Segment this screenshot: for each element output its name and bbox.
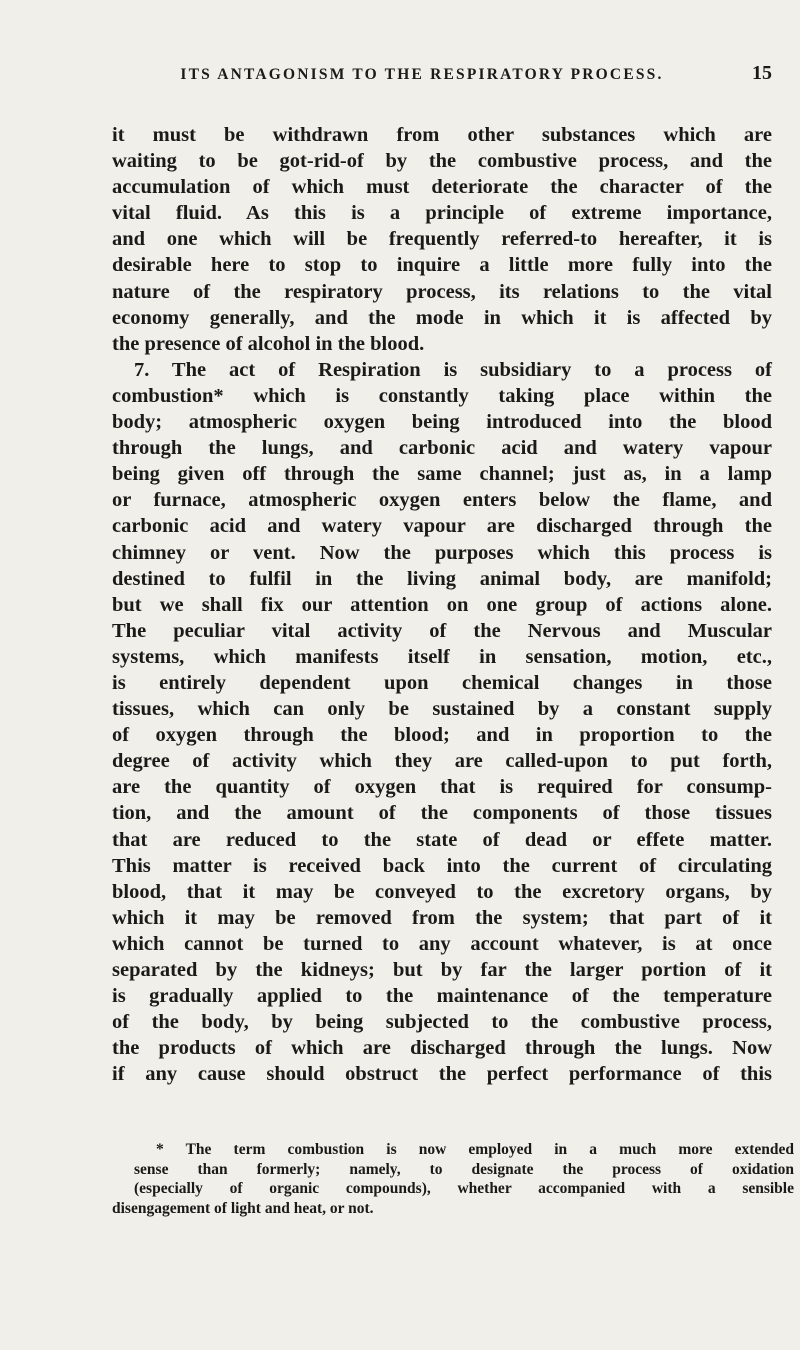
text-line: tion, and the amount of the components of those tissues [112, 802, 772, 825]
text-line: carbonic acid and watery vapour are discharged through the [112, 515, 772, 538]
text-line: separated by the kidneys; but by far the larger portion of it [112, 959, 772, 981]
text-line: degree of activity which they are called-upon to put forth, [112, 750, 772, 773]
running-head: ITS ANTAGONISM TO THE RESPIRATORY PROCESS. [180, 66, 664, 83]
text-line: of the body, by being subjected to the combustive process, [112, 1011, 772, 1034]
text-line: of oxygen through the blood; and in proportion to the [112, 724, 772, 747]
text-line: if any cause should obstruct the perfect performance of this [112, 1063, 772, 1086]
text-line: is gradually applied to the maintenance of the temperature [112, 985, 772, 1008]
text-line: which it may be removed from the system; that part of it [112, 906, 772, 929]
page-number: 15 [752, 62, 772, 84]
text-line: but we shall fix our attention on one group of actions alone. [112, 593, 772, 616]
text-line: tissues, which can only be sustained by a constant supply [112, 698, 772, 721]
footnote [112, 1140, 794, 1218]
text-line: which cannot be turned to any account whatever, is at once [112, 932, 772, 955]
text-line: and one which will be frequently referred-to hereafter, it is [112, 228, 772, 251]
text-line: systems, which manifests itself in sensation, motion, etc., [112, 645, 772, 668]
text-line: blood, that it may be conveyed to the excretory organs, by [112, 880, 772, 903]
text-line: the presence of alcohol in the blood. [112, 332, 425, 355]
text-line: body; atmospheric oxygen being introduced into the blood [112, 411, 772, 434]
text-line: nature of the respiratory process, its relations to the vital [112, 280, 772, 303]
footnote-line: (especially of organic compounds), whether accompanied with a sensible [134, 1180, 794, 1197]
page-header [112, 58, 772, 88]
text-line: the products of which are discharged through the lungs. Now [112, 1037, 772, 1060]
text-line: is entirely dependent upon chemical changes in those [112, 671, 772, 694]
paragraph-1 [112, 122, 772, 357]
text-line: combustion* which is constantly taking place within the [112, 384, 772, 407]
text-line: that are reduced to the state of dead or effete matter. [112, 828, 772, 851]
text-line: desirable here to stop to inquire a little more fully into the [112, 254, 772, 277]
text-line: 7. The act of Respiration is subsidiary to a process of [134, 358, 772, 381]
text-line: vital fluid. As this is a principle of extreme importance, [112, 202, 772, 225]
text-line: are the quantity of oxygen that is required for consump- [112, 776, 772, 799]
text-line: economy generally, and the mode in which it is affected by [112, 306, 772, 329]
footnote-line: sense than formerly; namely, to designate the process of oxidation [134, 1160, 794, 1178]
body-text [112, 122, 772, 1087]
text-line: or furnace, atmospheric oxygen enters below the flame, and [112, 489, 772, 512]
footnote-text [112, 1140, 794, 1218]
text-line: The peculiar vital activity of the Nervous and Muscular [112, 619, 772, 642]
footnote-line: disengagement of light and heat, or not. [112, 1199, 374, 1217]
text-line: This matter is received back into the current of circulating [112, 854, 772, 877]
text-line: being given off through the same channel; just as, in a lamp [112, 463, 772, 486]
text-line: through the lungs, and carbonic acid and watery vapour [112, 437, 772, 460]
text-line: destined to fulfil in the living animal body, are manifold; [112, 567, 772, 590]
text-line: accumulation of which must deteriorate the character of the [112, 176, 772, 199]
text-line: it must be withdrawn from other substances which are [112, 124, 772, 146]
text-line: chimney or vent. Now the purposes which this process is [112, 541, 772, 564]
paragraph-2 [112, 357, 772, 1088]
footnote-line: * The term combustion is now employed in a much more extended [156, 1141, 794, 1158]
text-line: waiting to be got-rid-of by the combustive process, and the [112, 150, 772, 173]
